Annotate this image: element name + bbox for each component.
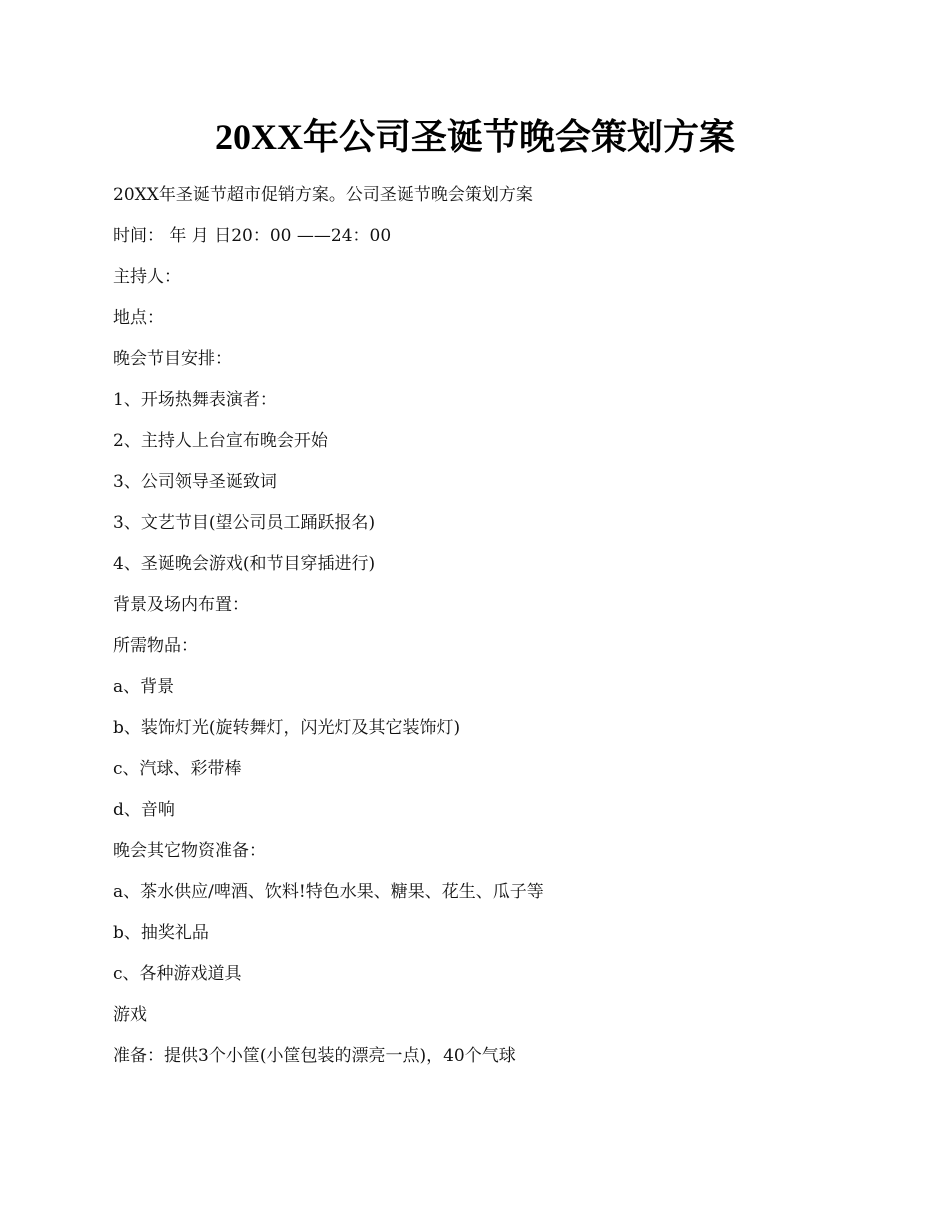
body-line: 所需物品： xyxy=(113,636,198,656)
body-line: b、抽奖礼品 xyxy=(113,923,209,943)
body-line: b、装饰灯光(旋转舞灯，闪光灯及其它装饰灯) xyxy=(113,718,461,738)
body-line: 3、公司领导圣诞致词 xyxy=(113,472,277,492)
body-line: c、汽球、彩带棒 xyxy=(113,759,242,779)
document-title: 20XX年公司圣诞节晚会策划方案 xyxy=(215,117,735,157)
body-line: 2、主持人上台宣布晚会开始 xyxy=(113,431,328,451)
body-line: 背景及场内布置： xyxy=(113,595,249,615)
body-line: a、背景 xyxy=(113,677,175,697)
body-line: 晚会其它物资准备： xyxy=(113,841,266,861)
body-line: c、各种游戏道具 xyxy=(113,964,242,984)
body-line: 1、开场热舞表演者： xyxy=(113,390,277,410)
body-line: 游戏 xyxy=(113,1005,147,1025)
document-body xyxy=(113,180,853,1082)
body-line: 时间： 年 月 日20：00 ——24：00 xyxy=(113,226,392,246)
body-line: 准备：提供3个小筐(小筐包装的漂亮一点)，40个气球 xyxy=(113,1046,516,1066)
body-line: 3、文艺节目(望公司员工踊跃报名) xyxy=(113,513,376,533)
body-line: 4、圣诞晚会游戏(和节目穿插进行) xyxy=(113,554,376,574)
body-line: 20XX年圣诞节超市促销方案。公司圣诞节晚会策划方案 xyxy=(113,185,533,205)
body-line: 主持人： xyxy=(113,267,181,287)
body-line: 晚会节目安排： xyxy=(113,349,232,369)
body-line: a、茶水供应/啤酒、饮料!特色水果、糖果、花生、瓜子等 xyxy=(113,882,544,902)
body-line: 地点： xyxy=(113,308,164,328)
body-line: d、音响 xyxy=(113,800,175,820)
